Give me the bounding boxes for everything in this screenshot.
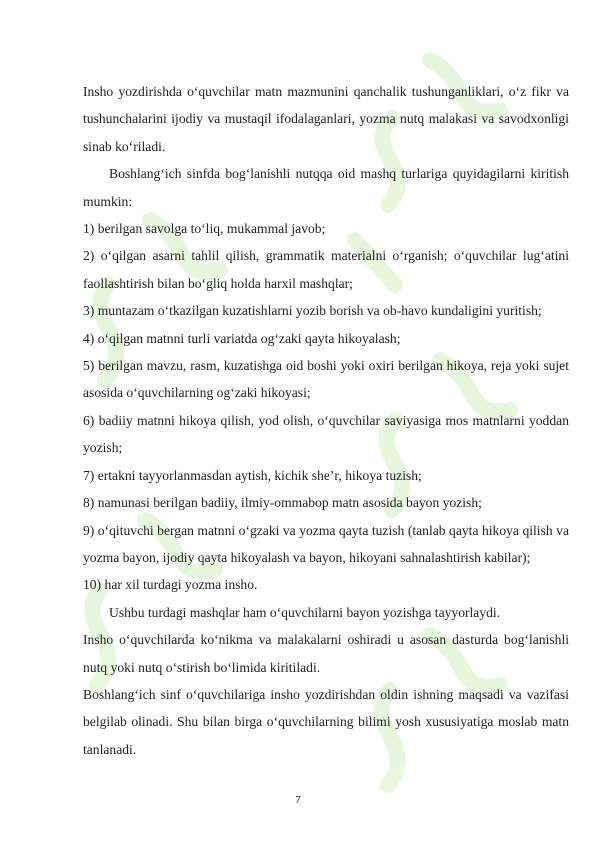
closing-paragraph: Insho o‘quvchilarda ko‘nikma va malakalarni oshiradi u asosan dasturda bog‘lanishli nutq yoki nutq o‘stirish bo‘limida kiritiladi.	[83, 632, 569, 675]
types-paragraph: Boshlang‘ich sinfda bog‘lanishli nutqqa oid mashq turlariga quyidagilarni kiritish mumkin:	[83, 166, 569, 209]
list-item: 10) har xil turdagi yozma insho.	[83, 577, 258, 593]
closing-paragraph: Boshlang‘ich sinf o‘quvchilariga insho yozdirishdan oldin ishning maqsadi va vazifasi belgilab olinadi. Shu bilan birga o‘quvchilarning bilimi yosh xususiyatiga moslab matn tanlanadi.	[83, 686, 569, 757]
list-item: 7) ertakni tayyorlanmasdan aytish, kichik she’r, hikoya tuzish;	[83, 467, 422, 483]
list-item: 9) o‘qituvchi bergan matnni o‘gzaki va yozma qayta tuzish (tanlab qayta hikoya qilish va yozma bayon, ijodiy qayta hikoyalash va bayon, hikoyani sahnalashtirish kabilar);	[83, 522, 569, 565]
list-item: 3) muntazam o‘tkazilgan kuzatishlarni yozib borish va ob-havo kundaligini yuritish;	[83, 303, 542, 319]
list-item: 2) o‘qilgan asarni tahlil qilish, grammatik materialni o‘rganish; o‘quvchilar lug‘atini faollashtirish bilan bo‘gliq holda harxil mashqlar;	[83, 248, 569, 291]
list-item: 8) namunasi berilgan badiiy, ilmiy-ommabop matn asosida bayon yozish;	[83, 495, 482, 511]
list-item: 4) o‘qilgan matnni turli variatda og‘zaki qayta hikoyalash;	[83, 330, 401, 346]
list-item: 5) berilgan mavzu, rasm, kuzatishga oid boshi yoki oxiri berilgan hikoya, reja yoki sujet asosida o‘quvchilarning og‘zaki hikoyasi;	[83, 358, 569, 401]
list-item: 6) badiiy matnni hikoya qilish, yod olish, o‘quvchilar saviyasiga mos matnlarni yoddan yozish;	[83, 412, 569, 456]
intro-paragraph: Insho yozdirishda o‘quvchilar matn mazmunini qanchalik tushunganliklari, o‘z fikr va tushunchalarini ijodiy va mustaqil ifodalaganlari, yozma nutq malakasi va savodxonligi sinab ko‘riladi.	[83, 84, 569, 154]
document-body	[83, 78, 569, 763]
closing-paragraph: Ushbu turdagi mashqlar ham o‘quvchilarni bayon yozishga tayyorlaydi.	[109, 604, 501, 620]
list-item: 1) berilgan savolga to‘liq, mukammal javob;	[83, 221, 326, 237]
page-number: 7	[295, 794, 301, 806]
